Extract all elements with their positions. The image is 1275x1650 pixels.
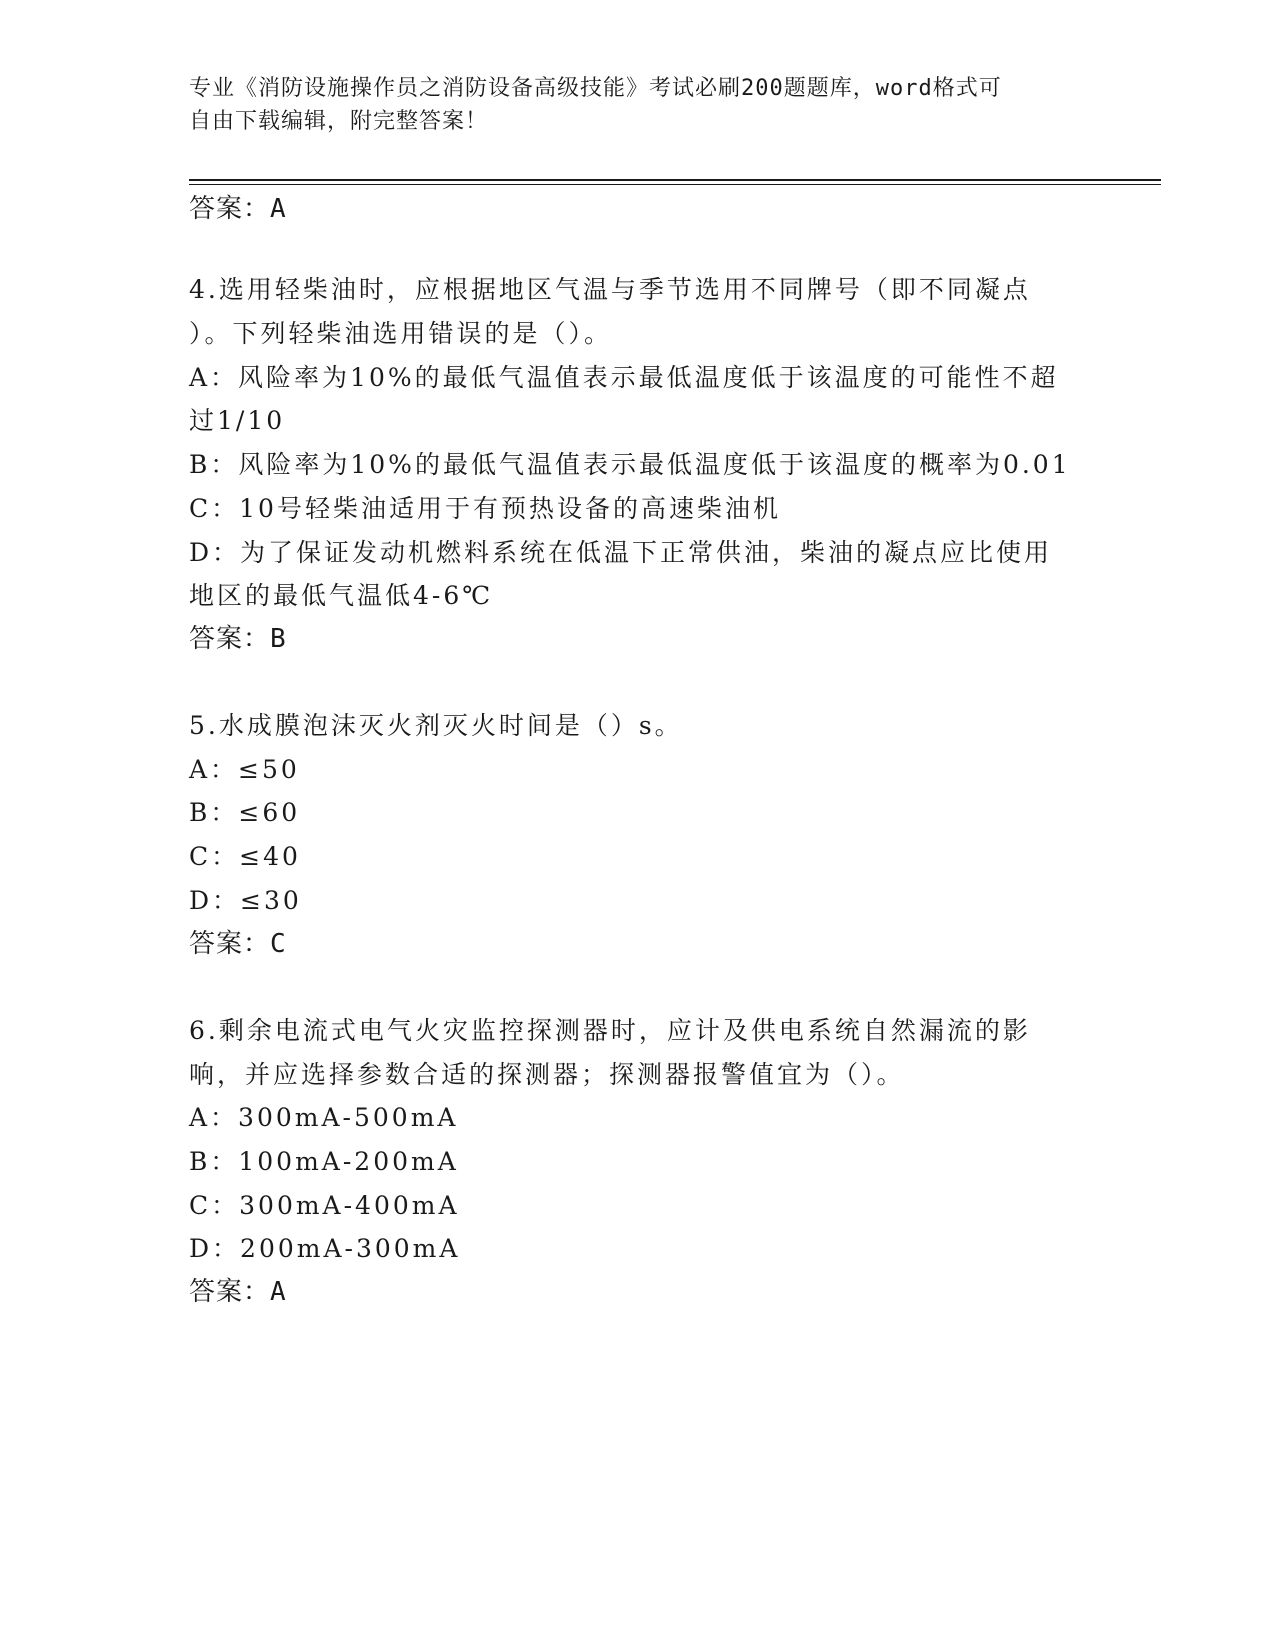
question-6-option-b: B：100mA-200mA: [189, 1147, 459, 1176]
question-4-option-d: D：为了保证发动机燃料系统在低温下正常供油，柴油的凝点应比使用: [189, 538, 1053, 567]
question-5-option-d: D：≤30: [189, 886, 302, 915]
header-divider-thin: [189, 184, 1161, 185]
document-header: [189, 72, 1079, 138]
question-4-option-d-cont: 地区的最低气温低4-6℃: [189, 581, 494, 610]
header-line-1: 专业《消防设施操作员之消防设备高级技能》考试必刷200题题库，word格式可: [189, 76, 1002, 101]
previous-answer: 答案：A: [189, 194, 287, 224]
question-4-answer: 答案：B: [189, 624, 287, 654]
question-5-stem-line-1: 5.水成膜泡沫灭火剂灭火时间是（）s。: [189, 711, 683, 740]
question-4-stem-line-2: ）。下列轻柴油选用错误的是（）。: [189, 319, 613, 348]
question-5-answer: 答案：C: [189, 929, 287, 959]
question-6-answer: 答案：A: [189, 1277, 287, 1307]
question-4-option-a: A：风险率为10%的最低气温值表示最低温度低于该温度的可能性不超: [189, 363, 1059, 392]
question-6-option-a: A：300mA-500mA: [189, 1103, 459, 1132]
question-4-option-b: B：风险率为10%的最低气温值表示最低温度低于该温度的概率为0.01: [189, 450, 1071, 479]
question-5-option-c: C：≤40: [189, 842, 301, 871]
question-6-option-c: C：300mA-400mA: [189, 1191, 460, 1220]
question-4-option-a-cont: 过1/10: [189, 406, 286, 435]
header-line-2: 自由下载编辑，附完整答案！: [189, 109, 489, 134]
question-6-option-d: D：200mA-300mA: [189, 1234, 461, 1263]
question-6-stem-line-2: 响，并应选择参数合适的探测器；探测器报警值宜为（）。: [189, 1060, 905, 1089]
question-6-stem-line-1: 6.剩余电流式电气火灾监控探测器时，应计及供电系统自然漏流的影: [189, 1016, 1031, 1045]
question-4-option-c: C：10号轻柴油适用于有预热设备的高速柴油机: [189, 494, 781, 523]
question-4-stem-line-1: 4.选用轻柴油时，应根据地区气温与季节选用不同牌号（即不同凝点: [189, 275, 1031, 304]
header-divider-thick: [189, 179, 1161, 181]
question-5-option-b: B：≤60: [189, 798, 301, 827]
question-5-option-a: A：≤50: [189, 755, 300, 784]
